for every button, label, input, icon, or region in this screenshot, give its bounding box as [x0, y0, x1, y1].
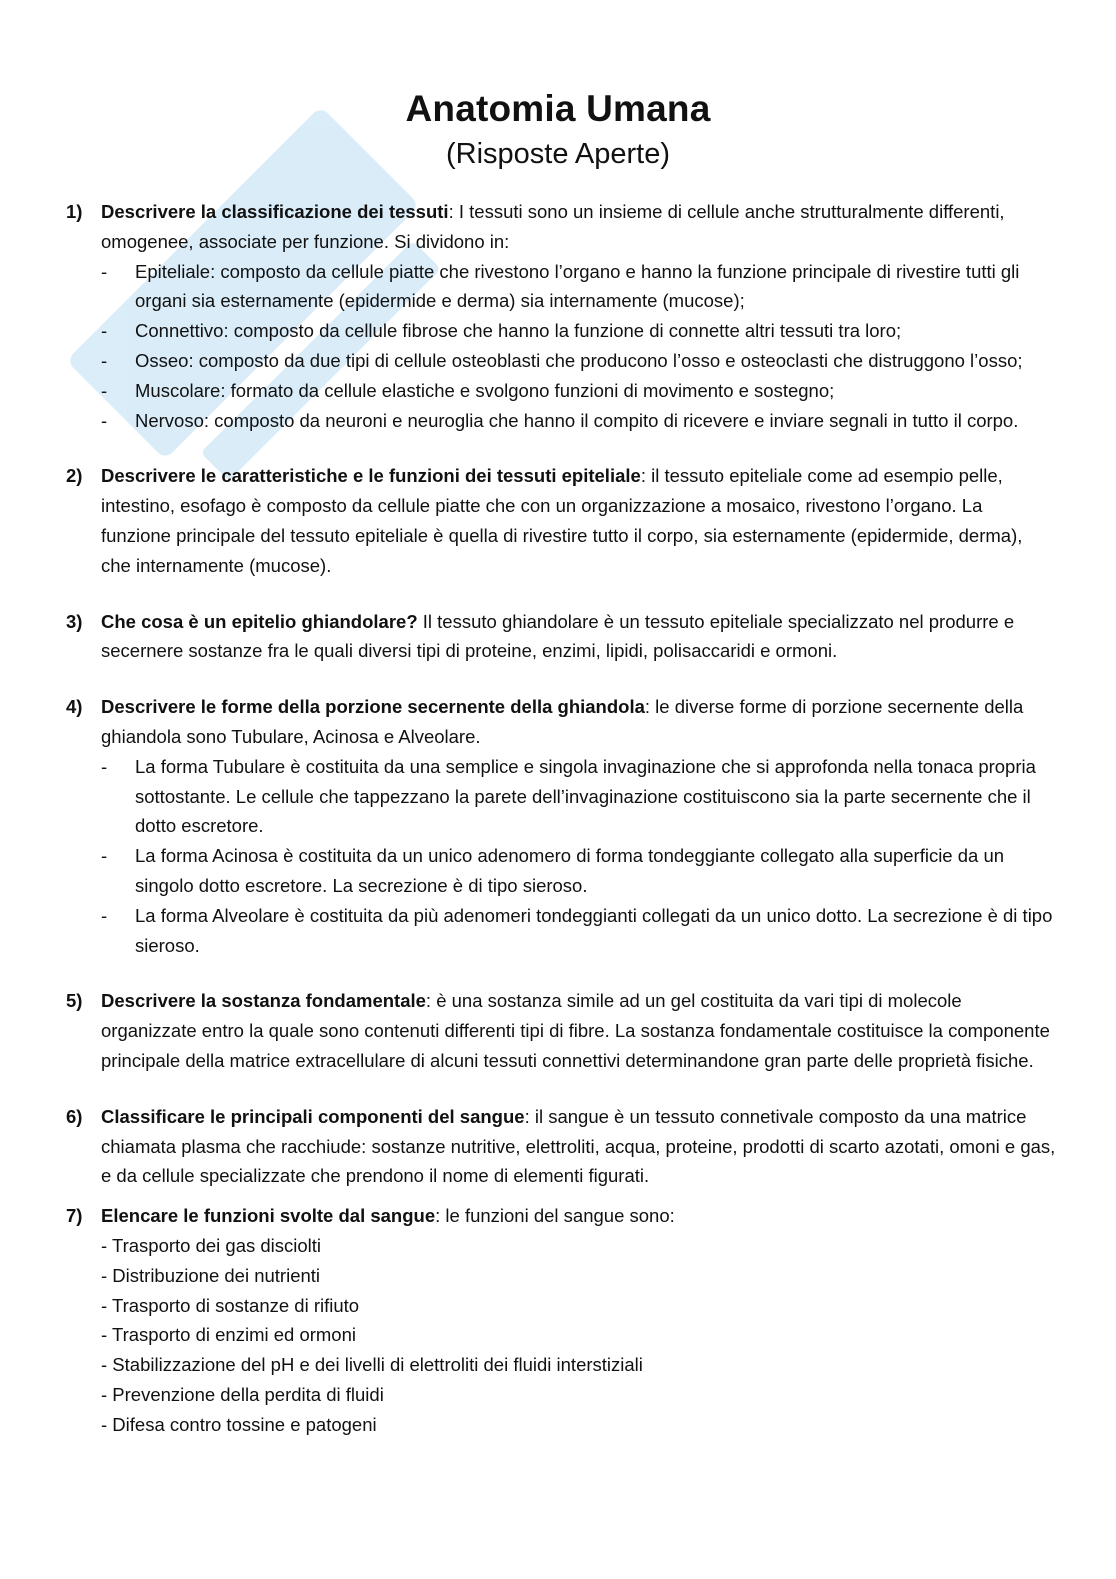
list-item: - Epiteliale: composto da cellule piatte che rivestono l’organo e hanno la funzione principale di rivestire tutti gli organi sia esternamente (epidermide e derma) sia internamente (mucose);: [101, 260, 1020, 312]
question-4: [66, 692, 1056, 960]
question-text: Descrivere le caratteristiche e le funzioni dei tessuti epiteliale: [101, 465, 641, 487]
list-item: - Prevenzione della perdita di fluidi: [101, 1383, 384, 1405]
answer-text: : I tessuti sono un insieme di cellule anche strutturalmente differenti, omogenee, associate per funzione. Si dividono in:: [101, 201, 1005, 252]
question-7: [66, 1201, 1056, 1439]
question-number: 1): [66, 201, 83, 222]
list-item: - Trasporto di sostanze di rifiuto: [101, 1294, 360, 1316]
question-number: 6): [66, 1105, 83, 1127]
list-item: - Trasporto dei gas disciolti: [101, 1234, 322, 1256]
question-text: Descrivere la sostanza fondamentale: [101, 990, 426, 1012]
questions-list: [66, 197, 1056, 1439]
question-number: 7): [66, 1205, 83, 1227]
list-item: - La forma Acinosa è costituita da un unico adenomero di forma tondeggiante collegato alla superficie da un singolo dotto escretore. La secrezione è di tipo sieroso.: [101, 845, 1005, 896]
list-item: - Trasporto di enzimi ed ormoni: [101, 1324, 356, 1346]
list-item: - Nervoso: composto da neuroni e neuroglia che hanno il compito di ricevere e inviare segnali in tutto il corpo.: [101, 409, 1019, 431]
document-subtitle: (Risposte Aperte): [445, 138, 671, 170]
question-1: [66, 197, 1056, 435]
list-item: - Connettivo: composto da cellule fibrose che hanno la funzione di connette altri tessuti tra loro;: [101, 320, 902, 342]
answer-text: : le funzioni del sangue sono:: [435, 1205, 675, 1227]
answer-text: : il sangue è un tessuto connetivale composto da una matrice chiamata plasma che racchiude: sostanze nutritive, elettroliti, acqua, proteine, prodotti di scarto azotati, omoni e gas, e da cellule specializzate che prendono il nome di elementi figurati.: [101, 1105, 1056, 1187]
list-item: - Osseo: composto da due tipi di cellule osteoblasti che producono l’osso e osteoclasti che distruggono l’osso;: [101, 349, 1023, 371]
answer-text: : il tessuto epiteliale come ad esempio pelle, intestino, esofago è composto da cellule piatte che con un organizzazione a mosaico, rivestono l’organo. La funzione principale del tessuto epiteliale è quella di rivestire tutto il corpo, sia esternamente (epidermide, derma), che internamente (mucose).: [101, 465, 1023, 576]
answer-text: : le diverse forme di porzione secernente della ghiandola sono Tubulare, Acinosa e Alveolare.: [101, 696, 1024, 747]
question-6: [66, 1102, 1056, 1191]
question-text: Elencare le funzioni svolte dal sangue: [101, 1205, 436, 1227]
question-number: 3): [66, 610, 83, 632]
list-item: - Distribuzione dei nutrienti: [101, 1264, 321, 1286]
document-title: Anatomia Umana: [405, 88, 711, 129]
question-number: 4): [66, 696, 83, 718]
question-3: [66, 607, 1056, 667]
question-text: Classificare le principali componenti del sangue: [101, 1105, 525, 1127]
question-number: 2): [66, 465, 83, 487]
answer-text: Il tessuto ghiandolare è un tessuto epiteliale specializzato nel produrre e secernere sostanze fra le quali diversi tipi di proteine, enzimi, lipidi, polisaccaridi e ormoni.: [101, 610, 1015, 662]
list-item: - La forma Alveolare è costituita da più adenomeri tondeggianti collegati da un unico dotto. La secrezione è di tipo sieroso.: [101, 904, 1053, 956]
question-5: [66, 986, 1056, 1075]
question-number: 5): [66, 990, 83, 1012]
question-text: Che cosa è un epitelio ghiandolare?: [101, 610, 418, 632]
list-item: - Muscolare: formato da cellule elastiche e svolgono funzioni di movimento e sostegno;: [101, 379, 835, 401]
question-text: Descrivere la classificazione dei tessuti: [101, 201, 449, 222]
question-text: Descrivere le forme della porzione secernente della ghiandola: [101, 696, 645, 718]
list-item: - Stabilizzazione del pH e dei livelli di elettroliti dei fluidi interstiziali: [101, 1354, 643, 1376]
question-2: [66, 461, 1056, 580]
answer-text: : è una sostanza simile ad un gel costituita da vari tipi di molecole organizzate entro la quale sono contenuti differenti tipi di fibre. La sostanza fondamentale costituisce la componente principale della matrice extracellulare di alcuni tessuti connettivi determinandone gran parte delle proprietà fisiche.: [101, 990, 1050, 1071]
list-item: - Difesa contro tossine e patogeni: [101, 1413, 377, 1435]
list-item: - La forma Tubulare è costituita da una semplice e singola invaginazione che si approfonda nella tonaca propria sottostante. Le cellule che tappezzano la parete dell’invaginazione costituiscono sia la parte secernente che il dotto escretore.: [101, 755, 1036, 837]
